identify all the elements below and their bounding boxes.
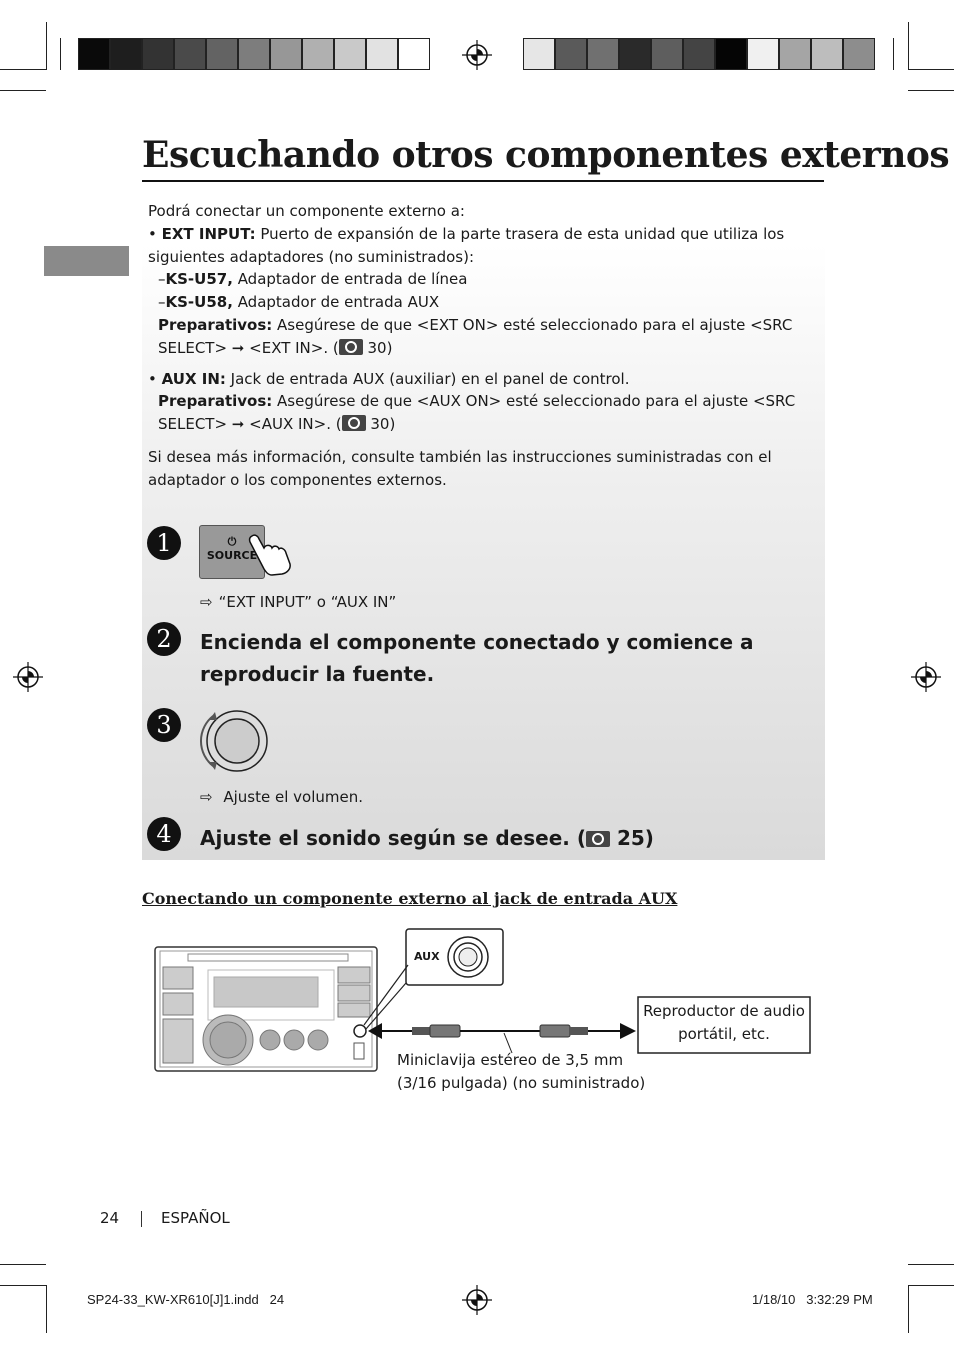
footer-language: ESPAÑOL	[161, 1209, 230, 1227]
head-unit-illustration	[155, 947, 377, 1071]
crop-mark	[0, 69, 46, 70]
color-swatch	[651, 38, 683, 70]
registration-mark-icon	[13, 662, 43, 692]
crop-mark	[893, 38, 894, 70]
step-3-result	[200, 788, 363, 806]
color-swatch	[555, 38, 587, 70]
color-swatch	[523, 38, 555, 70]
page-title: Escuchando otros componentes externos	[142, 134, 824, 182]
adapter-2: –KS-U58, Adaptador de entrada AUX	[158, 293, 440, 312]
cable-label-line-1: Miniclavija estéreo de 3,5 mm	[397, 1051, 624, 1069]
crop-mark	[908, 1285, 954, 1286]
aux-in-text: Jack de entrada AUX (auxiliar) en el panel de control.	[230, 369, 630, 388]
prep-aux-text: Asegúrese de que <AUX ON> esté seleccionado para el ajuste <SRC SELECT> ➞ <AUX IN>. (	[158, 392, 796, 434]
color-swatch	[779, 38, 811, 70]
aux-jack-label: AUX	[414, 950, 440, 963]
prep-label: Preparativos:	[158, 392, 273, 411]
color-swatch	[270, 38, 302, 70]
crop-mark	[0, 90, 46, 91]
crop-mark	[46, 22, 47, 70]
color-swatch	[110, 38, 142, 70]
color-swatch	[683, 38, 715, 70]
step-4-ref: 25)	[616, 826, 654, 850]
color-swatch	[366, 38, 398, 70]
step-2-text: Encienda el componente conectado y comience a reproducir la fuente.	[200, 630, 754, 686]
footer-datetime: 1/18/10 3:32:29 PM	[752, 1292, 873, 1307]
color-swatch	[334, 38, 366, 70]
registration-mark-icon	[462, 1285, 492, 1315]
portable-player-label: Reproductor de audio portátil, etc.	[643, 1002, 805, 1043]
prep-ext-ref: 30)	[367, 338, 393, 357]
footer-divider	[141, 1211, 142, 1227]
language-tab	[44, 246, 129, 276]
color-swatch	[142, 38, 174, 70]
intro-lead: Podrá conectar un componente externo a:	[148, 202, 465, 220]
result-arrow-icon: ⇨	[200, 593, 213, 611]
step-3-result-text: Ajuste el volumen.	[223, 788, 363, 806]
more-info: Si desea más información, consulte también las instrucciones suministradas con el adaptador o los componentes externos.	[148, 447, 772, 489]
color-swatch	[811, 38, 843, 70]
ext-input-label: EXT INPUT:	[161, 224, 256, 243]
magnifier-icon	[342, 415, 366, 431]
page-number: 24	[100, 1209, 120, 1227]
step-2-number: 2	[147, 622, 181, 656]
crop-mark	[0, 1285, 46, 1286]
color-swatch	[619, 38, 651, 70]
crop-mark	[908, 22, 909, 70]
step-3-number: 3	[147, 708, 181, 742]
intro-text	[148, 200, 818, 492]
color-swatch	[174, 38, 206, 70]
grayscale-bar-left	[78, 38, 430, 72]
color-swatch	[302, 38, 334, 70]
registration-mark-icon	[462, 40, 492, 70]
magnifier-icon	[339, 339, 363, 355]
prep-ext-text: Asegúrese de que <EXT ON> esté seleccionado para el ajuste <SRC SELECT> ➞ <EXT IN>. (	[158, 315, 793, 357]
prep-aux-ref: 30)	[370, 415, 396, 434]
color-swatch	[206, 38, 238, 70]
color-swatch	[238, 38, 270, 70]
crop-mark	[908, 90, 954, 91]
step-1-number: 1	[147, 526, 181, 560]
adapter-1-model: KS-U57,	[165, 270, 233, 289]
step-1-result	[200, 593, 396, 611]
adapter-1-desc: Adaptador de entrada de línea	[237, 270, 468, 289]
step-4-number: 4	[147, 817, 181, 851]
crop-mark	[908, 1285, 909, 1333]
crop-mark	[908, 1264, 954, 1265]
adapter-2-model: KS-U58,	[165, 293, 233, 312]
color-swatch	[843, 38, 875, 70]
cable-label	[397, 1049, 645, 1094]
pointing-hand-icon	[246, 532, 294, 576]
registration-mark-icon	[911, 662, 941, 692]
crop-mark	[60, 38, 61, 70]
color-swatch	[747, 38, 779, 70]
volume-knob-icon[interactable]	[199, 708, 271, 774]
power-icon: ⏻	[227, 535, 237, 548]
footer-file: SP24-33_KW-XR610[J]1.indd 24	[87, 1292, 285, 1307]
ext-input-item: • EXT INPUT: Puerto de expansión de la parte trasera de esta unidad que utiliza los siguientes adaptadores (no suministrados):	[148, 224, 785, 266]
step-4-text	[200, 822, 654, 854]
crop-mark	[908, 69, 954, 70]
step-1-result-text: “EXT INPUT” o “AUX IN”	[218, 593, 397, 611]
prep-aux	[148, 390, 818, 436]
color-swatch	[78, 38, 110, 70]
aux-in-item: • AUX IN: Jack de entrada AUX (auxiliar) en el panel de control.	[148, 369, 630, 388]
result-arrow-icon: ⇨	[200, 788, 213, 806]
adapter-2-desc: Adaptador de entrada AUX	[237, 293, 440, 312]
aux-in-label: AUX IN:	[161, 369, 226, 388]
diagram-subheading: Conectando un componente externo al jack de entrada AUX	[142, 889, 678, 908]
color-swatch	[398, 38, 430, 70]
color-swatch	[715, 38, 747, 70]
ext-input-text: Puerto de expansión de la parte trasera de esta unidad que utiliza los siguientes adaptadores (no suministrados):	[148, 224, 785, 266]
color-swatch	[587, 38, 619, 70]
prep-ext	[148, 314, 818, 360]
magnifier-icon	[586, 831, 610, 847]
step-4-text-main: Ajuste el sonido según se desee. (	[200, 826, 586, 850]
crop-mark	[0, 1264, 46, 1265]
crop-mark	[46, 1285, 47, 1333]
source-button-label: SOURCE	[206, 549, 258, 562]
adapter-1: –KS-U57, Adaptador de entrada de línea	[158, 270, 468, 289]
grayscale-bar-right	[523, 38, 875, 72]
prep-label: Preparativos:	[158, 315, 273, 334]
cable-label-line-2: (3/16 pulgada) (no suministrado)	[397, 1073, 646, 1092]
